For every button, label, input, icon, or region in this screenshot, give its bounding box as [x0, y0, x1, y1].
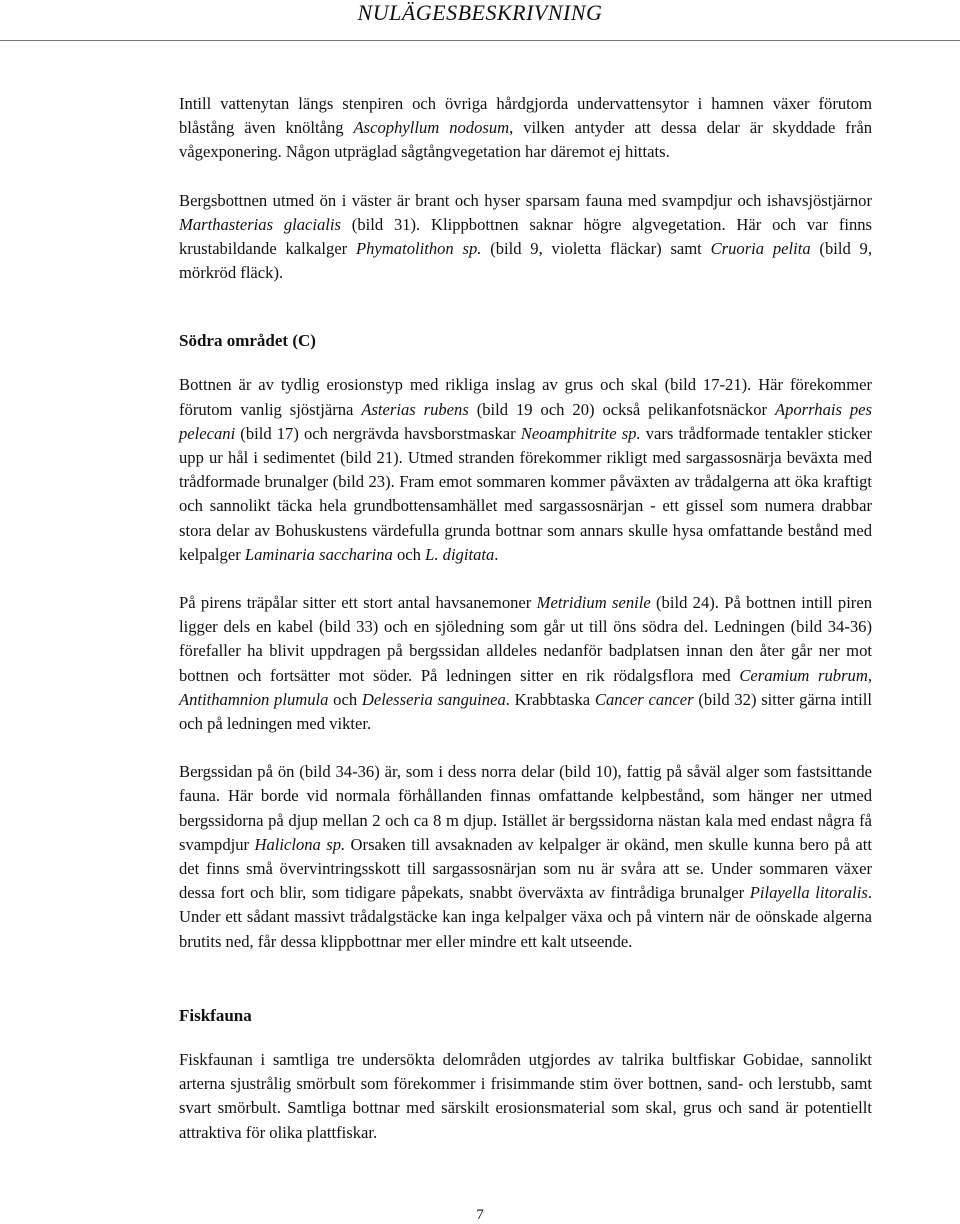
- text-run: Bottnen är av tydlig erosionstyp med rikliga inslag av grus och skal (bild 17-21). Här förekommer förutom vanlig sjöstjärna: [179, 375, 872, 419]
- species-name: Laminaria saccharina: [244, 544, 393, 564]
- page-number: 7: [476, 1207, 484, 1223]
- text-run: Intill vattenytan längs stenpiren och övriga hårdgjorda undervattensytor i hamnen växer förutom blåstång även knöltång: [179, 94, 872, 138]
- text-run: vars trådformade tentakler sticker upp ur hål i sedimentet (bild 21). Utmed stranden förekommer rikligt med sargassosnärja beväxta med trådformade brunalger (bild 23). Fram emot sommaren kommer påväxten av trådalgerna att öka kraftigt och sannolikt täcka hela grundbottensamhället med sargassosnärjan - ett gissel som numera drabbar stora delar av Bohuskustens värdefulla grunda bottnar som annars skulle hysa omfattande bestånd med kelpalger: [179, 423, 872, 564]
- text-run: Fiskfaunan i samtliga tre undersökta delområden utgjordes av talrika bultfiskar Gobidae, sannolikt arterna sjustrålig smörbult som förekommer i frisimmande stim över bottnen, sand- och lerstubb, samt svart smörbult. Samtliga bottnar med särskilt erosionsmaterial som skal, grus och sand är potentiellt attraktiva för olika plattfiskar.: [179, 1049, 872, 1142]
- species-name: Phymatolithon sp.: [356, 239, 482, 259]
- text-run: På pirens träpålar sitter ett stort antal havsanemoner: [179, 593, 537, 613]
- species-name: Cancer cancer: [594, 689, 694, 709]
- species-name: Neoamphitrite sp.: [520, 423, 641, 443]
- text-run: . Under ett sådant massivt trådalgstäcke kan inga kelpalger växa och på vintern när de oönskade algerna brutits ned, får dessa klippbottnar mer eller mindre ett kalt utseende.: [179, 883, 872, 951]
- paragraph-bergsbottnen: [179, 189, 872, 286]
- species-name: Marthasterias glacialis: [179, 214, 341, 234]
- text-run: , vilken antyder att dessa delar är skyddade från vågexponering. Någon utpräglad sågtångvegetation har däremot ej hittats.: [179, 118, 873, 162]
- text-run: (bild 17) och nergrävda havsborstmaskar: [235, 423, 521, 443]
- species-name: L. digitata: [425, 544, 495, 564]
- text-run: Orsaken till avsaknaden av kelpalger är okänd, men skulle kunna bero på att det finns små övervintringsskott till sargassosnärjan som nu är svåra att se. Under sommaren växer dessa fort och blir, som tidigare påpekats, snabbt överväxta av fintrådiga brunalger: [179, 834, 873, 903]
- header-rule: [0, 40, 960, 41]
- running-header: NULÄGESBESKRIVNING: [357, 0, 603, 25]
- species-name: Metridium senile: [536, 593, 651, 613]
- species-name: Cruoria pelita: [710, 239, 811, 259]
- text-run: .: [494, 544, 499, 564]
- text-run: Bergssidan på ön (bild 34-36) är, som i dess norra delar (bild 10), fattig på såväl alger som fastsittande fauna. Här borde vid normala förhållanden finnas omfattande kelpbestånd, som hänger ner utmed bergssidorna på djup mellan 2 och ca 8 m djup. Istället är bergssidorna nästan kala med endast några få svampdjur: [179, 762, 872, 854]
- paragraph-piren: [179, 591, 872, 736]
- species-name: Asterias rubens: [361, 399, 469, 419]
- paragraph-bergssidan: [179, 760, 872, 954]
- text-run: Bergsbottnen utmed ön i väster är brant och hyser sparsam fauna med svampdjur och ishavsjöstjärnor: [179, 190, 872, 210]
- species-name: Aporrhais pes pelecani: [179, 399, 873, 443]
- section-heading-fiskfauna: Fiskfauna: [179, 1005, 252, 1025]
- paragraph-bottnen: [179, 373, 872, 567]
- text-run: och: [328, 689, 362, 709]
- paragraph-hamnen: [179, 92, 872, 165]
- species-name: Antithamnion plumula: [179, 689, 329, 709]
- species-name: Haliclona sp.: [254, 834, 346, 854]
- species-name: Delesseria sanguinea: [361, 689, 506, 709]
- text-run: (bild 31). Klippbottnen saknar högre algvegetation. Här och var finns krustabildande kalkalger: [179, 214, 873, 259]
- species-name: Ascophyllum nodosum: [353, 118, 510, 138]
- text-run: och: [392, 544, 426, 564]
- text-run: (bild 24). På bottnen intill piren ligger dels en kabel (bild 33) och en sjöledning som går ut till öns södra del. Ledningen (bild 34-36) förefaller ha blivit uppdragen på bergssidan alldeles nedanför badplatsen innan den åter går ner mot bottnen och fortsätter mot söder. På ledningen sitter en rik rödalgsflora med: [179, 593, 872, 685]
- text-run: (bild 32) sitter gärna intill och på ledningen med vikter.: [179, 689, 872, 734]
- text-run: (bild 9, mörkröd fläck).: [179, 239, 872, 283]
- paragraph-fiskfauna: [179, 1048, 872, 1145]
- text-run: (bild 9, violetta fläckar) samt: [481, 239, 711, 259]
- document-body: [179, 92, 872, 1145]
- section-heading-sodra: Södra området (C): [179, 331, 316, 351]
- text-run: ,: [867, 665, 872, 685]
- text-run: . Krabbtaska: [505, 689, 595, 709]
- species-name: Ceramium rubrum: [739, 665, 868, 685]
- text-run: (bild 19 och 20) också pelikanfotsnäckor: [468, 399, 775, 419]
- species-name: Pilayella litoralis: [749, 883, 868, 903]
